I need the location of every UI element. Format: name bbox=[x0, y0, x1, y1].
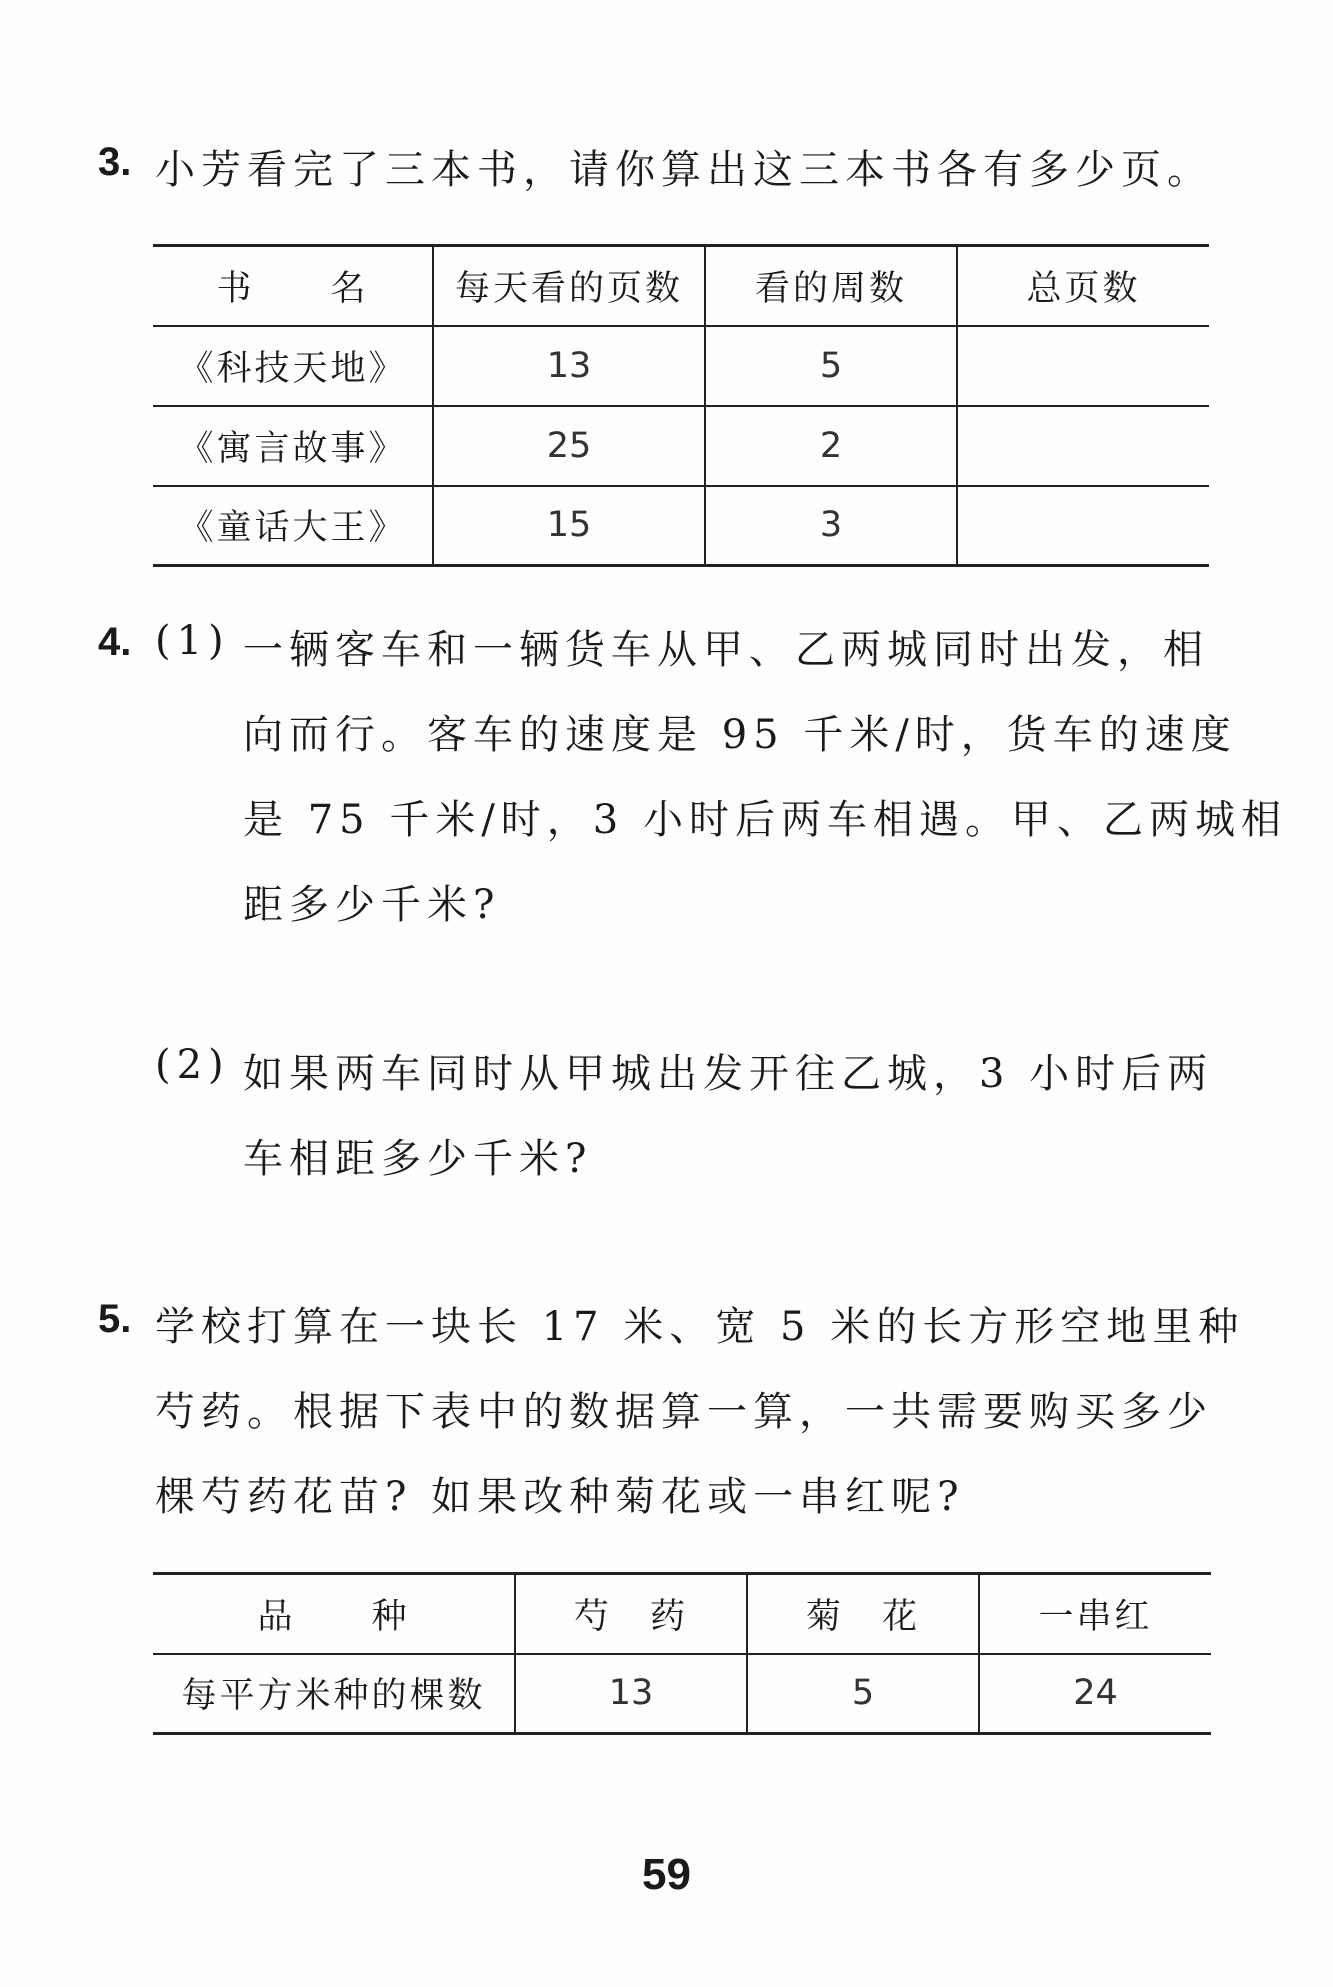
table-header-cell: 品 种 bbox=[153, 1574, 515, 1654]
flowers-table bbox=[153, 1572, 1211, 1735]
book-title-cell: 《寓言故事》 bbox=[153, 406, 433, 486]
question-4-part-2-line: 如果两车同时从甲城出发开往乙城，3 小时后两 bbox=[243, 1051, 1214, 1097]
pages-per-day-cell: 15 bbox=[433, 486, 705, 566]
table-header-cell: 一串红 bbox=[979, 1574, 1211, 1654]
row-label-cell: 每平方米种的棵数 bbox=[153, 1654, 515, 1734]
book-title-cell: 《童话大王》 bbox=[153, 486, 433, 566]
flowers-table-header-row bbox=[153, 1574, 1211, 1654]
table-header-cell: 看的周数 bbox=[705, 246, 957, 326]
table-header-cell: 总页数 bbox=[957, 246, 1209, 326]
pages-per-day-cell: 13 bbox=[433, 326, 705, 406]
peony-count-cell: 13 bbox=[515, 1654, 747, 1734]
weeks-cell: 5 bbox=[705, 326, 957, 406]
question-4-part-2-label: (2) bbox=[155, 1042, 230, 1088]
question-5-line: 学校打算在一块长 17 米、宽 5 米的长方形空地里种 bbox=[155, 1304, 1245, 1350]
question-4-part-1-line: 是 75 千米/时，3 小时后两车相遇。甲、乙两城相 bbox=[243, 797, 1287, 843]
table-row bbox=[153, 486, 1209, 566]
weeks-cell: 3 bbox=[705, 486, 957, 566]
question-3-number: 3. bbox=[98, 140, 132, 184]
question-5-line: 芍药。根据下表中的数据算一算，一共需要购买多少 bbox=[155, 1389, 1213, 1435]
question-4-part-1-line: 距多少千米? bbox=[243, 882, 501, 928]
table-header-cell: 书 名 bbox=[153, 246, 433, 326]
book-title-cell: 《科技天地》 bbox=[153, 326, 433, 406]
total-pages-answer-cell[interactable] bbox=[957, 486, 1209, 566]
table-row bbox=[153, 326, 1209, 406]
question-5-number: 5. bbox=[98, 1297, 132, 1341]
books-table bbox=[153, 244, 1209, 567]
table-row bbox=[153, 1654, 1211, 1734]
total-pages-answer-cell[interactable] bbox=[957, 406, 1209, 486]
question-4-part-1-label: (1) bbox=[155, 618, 230, 664]
table-header-cell: 每天看的页数 bbox=[433, 246, 705, 326]
table-row bbox=[153, 406, 1209, 486]
books-table-header-row bbox=[153, 246, 1209, 326]
question-4-part-2-line: 车相距多少千米? bbox=[243, 1136, 593, 1182]
question-5-line: 棵芍药花苗? 如果改种菊花或一串红呢? bbox=[155, 1474, 965, 1520]
question-3-text: 小芳看完了三本书，请你算出这三本书各有多少页。 bbox=[155, 147, 1213, 193]
question-4-part-1-line: 一辆客车和一辆货车从甲、乙两城同时出发，相 bbox=[243, 627, 1209, 673]
total-pages-answer-cell[interactable] bbox=[957, 326, 1209, 406]
salvia-count-cell: 24 bbox=[979, 1654, 1211, 1734]
pages-per-day-cell: 25 bbox=[433, 406, 705, 486]
chrysanthemum-count-cell: 5 bbox=[747, 1654, 979, 1734]
weeks-cell: 2 bbox=[705, 406, 957, 486]
table-header-cell: 菊 花 bbox=[747, 1574, 979, 1654]
table-header-cell: 芍 药 bbox=[515, 1574, 747, 1654]
question-4-part-1-line: 向而行。客车的速度是 95 千米/时，货车的速度 bbox=[243, 712, 1237, 758]
question-4-number: 4. bbox=[98, 620, 132, 664]
page-number: 59 bbox=[642, 1850, 691, 1899]
